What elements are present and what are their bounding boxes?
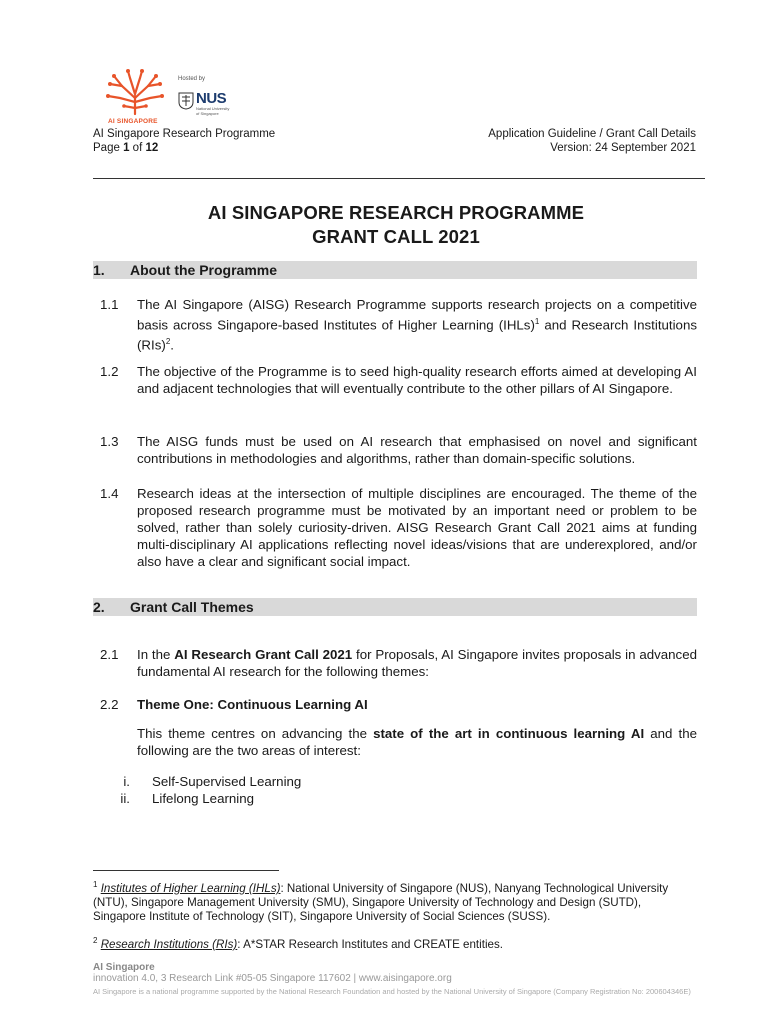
list-item: ii. Lifelong Learning <box>120 791 255 806</box>
nus-wordmark: NUS <box>196 90 227 107</box>
page-indicator: Page 1 of 12 <box>93 142 159 154</box>
footnote-divider <box>93 870 279 871</box>
paragraph-1-1: 1.1 The AI Singapore (AISG) Research Programme supports research projects on a competitive basis across Singapore-based Institutes of Higher Learning (IHLs)$^1$ and Research Institutions (RIs)$^2$. <box>100 297 697 353</box>
header-left <box>93 127 275 155</box>
hosted-by-label: Hosted by <box>178 76 206 82</box>
footnote-2: $^2$ Research Institutions (RIs): A*STAR Research Institutes and CREATE entities. <box>93 936 503 951</box>
ai-singapore-logo <box>100 68 260 128</box>
page-title: AI SINGAPORE RESEARCH PROGRAMME GRANT CALL 2021 <box>207 202 585 247</box>
header-divider <box>93 178 705 179</box>
document-type: Application Guideline / Grant Call Details <box>488 128 696 140</box>
programme-name: AI Singapore Research Programme <box>93 128 276 140</box>
paragraph-1-2: 1.2 The objective of the Programme is to seed high-quality research efforts aimed at developing AI and adjacent technologies that will eventually contribute to the other pillars of AI Singapore. <box>100 364 697 396</box>
section-1-heading: 1. About the Programme <box>93 261 697 279</box>
document-version: Version: 24 September 2021 <box>550 142 696 154</box>
paragraph-1-4: 1.4 Research ideas at the intersection of multiple disciplines are encouraged. The theme of the proposed research programme must be motivated by an important need or problem to be solved, rather than solely curiosity-driven. AISG Research Grant Call 2021 aims at funding multi-disciplinary AI applications reflecting novel ideas/visions that are underexplored, and/or also have a clear and significant social impact. <box>100 486 697 569</box>
nus-subtitle-1: National University <box>196 106 230 111</box>
footer-note: AI Singapore is a national programme supported by the National Research Foundation and hosted by the National University of Singapore (Company Registration No: 200604346E) <box>93 987 691 996</box>
nus-crest-icon <box>178 92 194 110</box>
footnote-1: $^1$ Institutes of Higher Learning (IHLs): National University of Singapore (NUS), Nanyang Technological University (NTU), Singapore Management University (SMU), Singapore University of Technology and Design (SUTD), Singapore Institute of Technology (SIT), Singapore University of Social Sciences (SUSS). <box>93 880 669 923</box>
footer-address: innovation 4.0, 3 Research Link #05-05 Singapore 117602 | www.aisingapore.org <box>93 973 452 984</box>
paragraph-1-3: 1.3 The AISG funds must be used on AI research that emphasised on novel and significant contributions in methodologies and algorithms, rather than domain-specific solutions. <box>100 434 697 466</box>
ai-singapore-tree-icon <box>100 68 170 123</box>
nus-subtitle-2: of Singapore <box>196 111 219 116</box>
footer-org: AI Singapore <box>93 962 155 973</box>
theme-one-description: This theme centres on advancing the state of the art in continuous learning AI and the following are the two areas of interest: <box>137 726 697 758</box>
header-right <box>488 127 696 155</box>
section-2-heading: 2. Grant Call Themes <box>93 598 697 616</box>
list-item: i. Self-Supervised Learning <box>123 774 302 789</box>
paragraph-2-1: 2.1 In the AI Research Grant Call 2021 for Proposals, AI Singapore invites proposals in advanced fundamental AI research for the following themes: <box>100 647 697 679</box>
paragraph-2-2: 2.2 Theme One: Continuous Learning AI <box>100 697 368 712</box>
ai-singapore-wordmark: AI SINGAPORE <box>108 118 158 125</box>
